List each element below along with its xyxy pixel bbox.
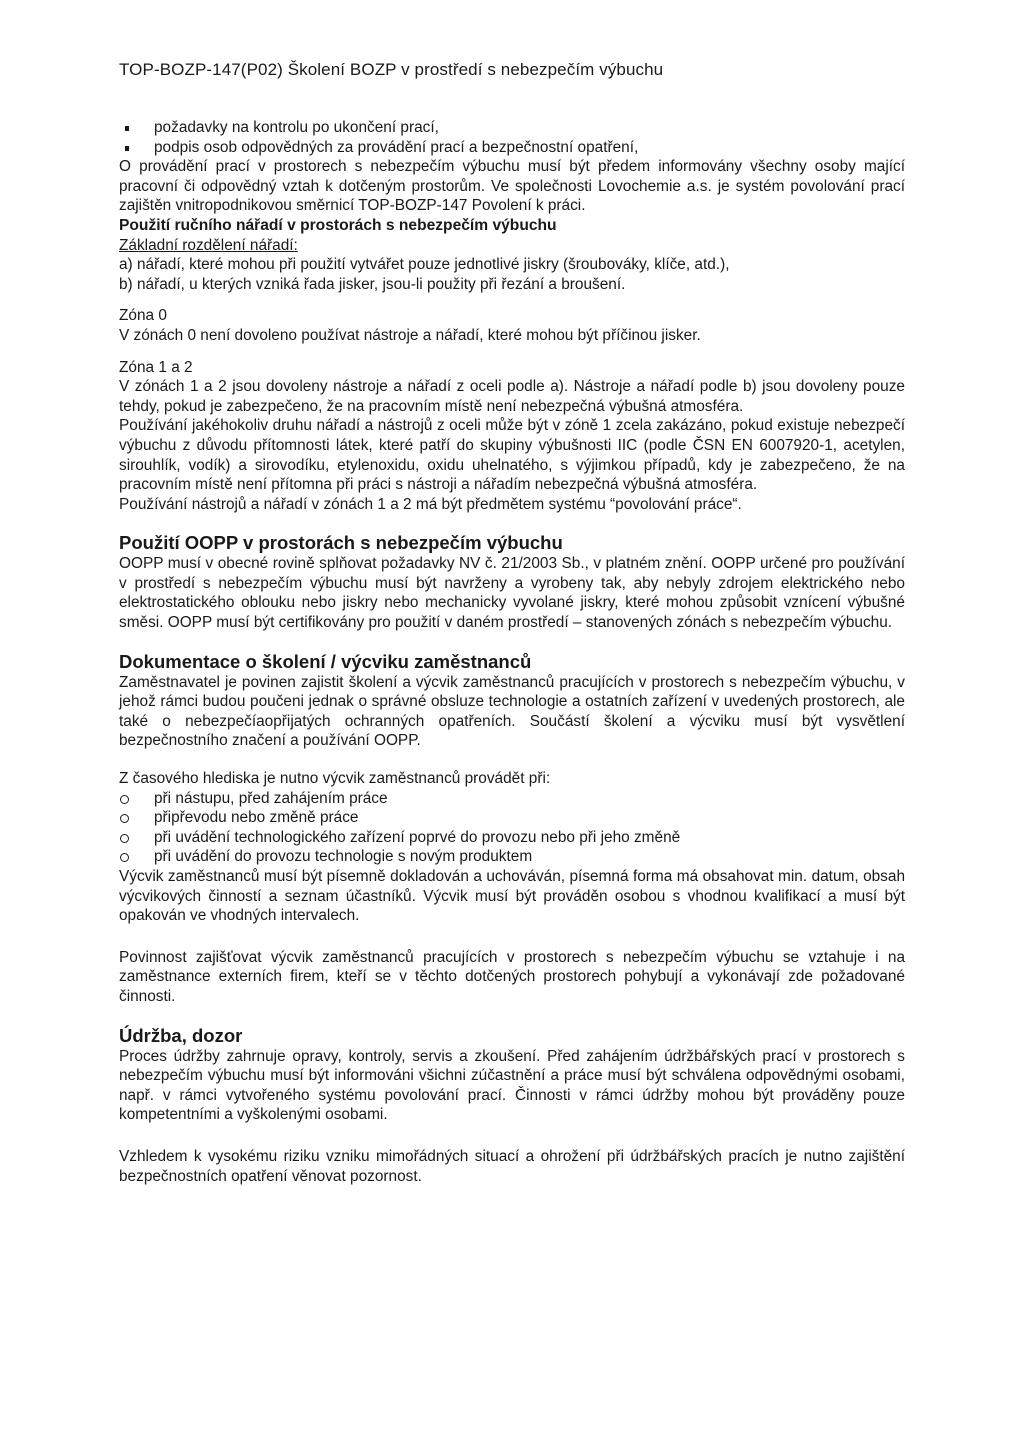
- training-time-item-3: při uvádění technologického zařízení poprvé do provozu nebo při jeho změně: [119, 828, 905, 848]
- zone0-text: V zónách 0 není dovoleno používat nástroje a nářadí, které mohou být příčinou jisker.: [119, 326, 701, 344]
- maintenance-text: Proces údržby zahrnuje opravy, kontroly, servis a zkoušení. Před zahájením údržbářských prací v prostorech s nebezpečím výbuchu musí být informováni všichni zúčastnění a práce musí být schválena odpovědnými osobami, např. v rámci vytvořeného systému povolování prací. Činnosti v rámci údržby mohou být prováděny pouze kompetentními a vyškolenými osobami.: [119, 1047, 905, 1124]
- training-external-text: Povinnost zajišťovat výcvik zaměstnanců pracujících v prostorech s nebezpečím výbuchu se vztahuje i na zaměstnance externích firem, kteří se v těchto dotčených prostorech pohybují a vykonávají zde požadované činnosti.: [119, 948, 905, 1005]
- tools-item-a: a) nářadí, které mohou při použití vytvářet pouze jednotlivé jiskry (šroubováky, klíče, atd.),: [119, 256, 730, 274]
- intro-bullet-1: požadavky na kontrolu po ukončení prací,: [119, 118, 905, 138]
- tools-heading: Použití ručního nářadí v prostorách s nebezpečím výbuchu: [119, 216, 557, 234]
- intro-bullet-2: podpis osob odpovědných za provádění prací a bezpečnostní opatření,: [119, 138, 905, 158]
- page-content: [119, 118, 905, 1186]
- training-record-text: Výcvik zaměstnanců musí být písemně dokladován a uchováván, písemná forma má obsahovat min. datum, obsah výcvikových činností a seznam účastníků. Výcvik musí být prováděn osobou s vhodnou kvalifikací a musí být opakován ve vhodných intervalech.: [119, 868, 905, 925]
- page-header: TOP-BOZP-147(P02) Školení BOZP v prostředí s nebezpečím výbuchu: [119, 60, 664, 79]
- training-text: Zaměstnavatel je povinen zajistit školení a výcvik zaměstnanců pracujících v prostorech s nebezpečím výbuchu, v jehož rámci budou poučeni jednak o správné obsluze technologie a ostatních zařízení v uvedených prostorech, ale také o nebezpečíaopřijatých ochranných opatřeních. Součástí školení a výcviku musí být vysvětlení bezpečnostního značení a používání OOPP.: [119, 673, 905, 750]
- maintenance-text2: Vzhledem k vysokému riziku vzniku mimořádných situací a ohrožení při údržbářských pracích je nutno zajištění bezpečnostních opatření věnovat pozornost.: [119, 1147, 905, 1185]
- training-heading: Dokumentace o školení / výcviku zaměstnanců: [119, 650, 532, 672]
- training-time-item-4: při uvádění do provozu technologie s novým produktem: [119, 847, 905, 867]
- intro-paragraph: O provádění prací v prostorech s nebezpečím výbuchu musí být předem informovány všechny osoby mající pracovní či odpovědný vztah k dotčeným prostorům. Ve společnosti Lovochemie a.s. je systém povolování prací zajištěn vnitropodnikovou směrnicí TOP-BOZP-147 Povolení k práci.: [119, 158, 905, 215]
- training-time-item-1: při nástupu, před zahájením práce: [119, 789, 905, 809]
- oopp-text: OOPP musí v obecné rovině splňovat požadavky NV č. 21/2003 Sb., v platném znění. OOPP určené pro používání v prostředí s nebezpečím výbuchu musí být navrženy a vyrobeny tak, aby nebyly zdrojem elektrického nebo elektrostatického oblouku nebo jiskry nebo mechanicky vyvolané jiskry, které mohou způsobit vznícení výbušné směsi. OOPP musí být certifikovány pro použití v daném prostředí – stanovených zónách s nebezpečím výbuchu.: [119, 555, 905, 632]
- zone12-title: Zóna 1 a 2: [119, 358, 193, 376]
- zone12-text: V zónách 1 a 2 jsou dovoleny nástroje a nářadí z oceli podle a). Nástroje a nářadí podle b) jsou dovoleny pouze tehdy, pokud je zabezpečeno, že na pracovním místě není nebezpečná výbušná atmosféra.: [119, 378, 905, 415]
- tools-subheading: Základní rozdělení nářadí:: [119, 236, 298, 254]
- tools-item-b: b) nářadí, u kterých vzniká řada jisker, jsou-li použity při řezání a broušení.: [119, 275, 626, 293]
- zone0-title: Zóna 0: [119, 307, 167, 325]
- training-time-item-2: připřevodu nebo změně práce: [119, 808, 905, 828]
- training-time-intro: Z časového hlediska je nutno výcvik zaměstnanců provádět při:: [119, 770, 551, 788]
- oopp-heading: Použití OOPP v prostorách s nebezpečím výbuchu: [119, 532, 563, 554]
- zone12-text3: Používání nástrojů a nářadí v zónách 1 a 2 má být předmětem systému “povolování práce“.: [119, 495, 742, 513]
- maintenance-heading: Údržba, dozor: [119, 1024, 243, 1046]
- zone12-text2: Používání jakéhokoliv druhu nářadí a nástrojů z oceli může být v zóně 1 zcela zakázáno, pokud existuje nebezpečí výbuchu z důvodu přítomnosti látek, které patří do skupiny výbušnosti IIC (podle ČSN EN 6007920-1, acetylen, sirouhlík, vodík) a sirovodíku, etylenoxidu, oxidu uhelnatého, s výjimkou případů, kdy je zabezpečeno, že na pracovním místě není přítomna při práci s nástroji a nářadím nebezpečná výbušná atmosféra.: [119, 417, 905, 494]
